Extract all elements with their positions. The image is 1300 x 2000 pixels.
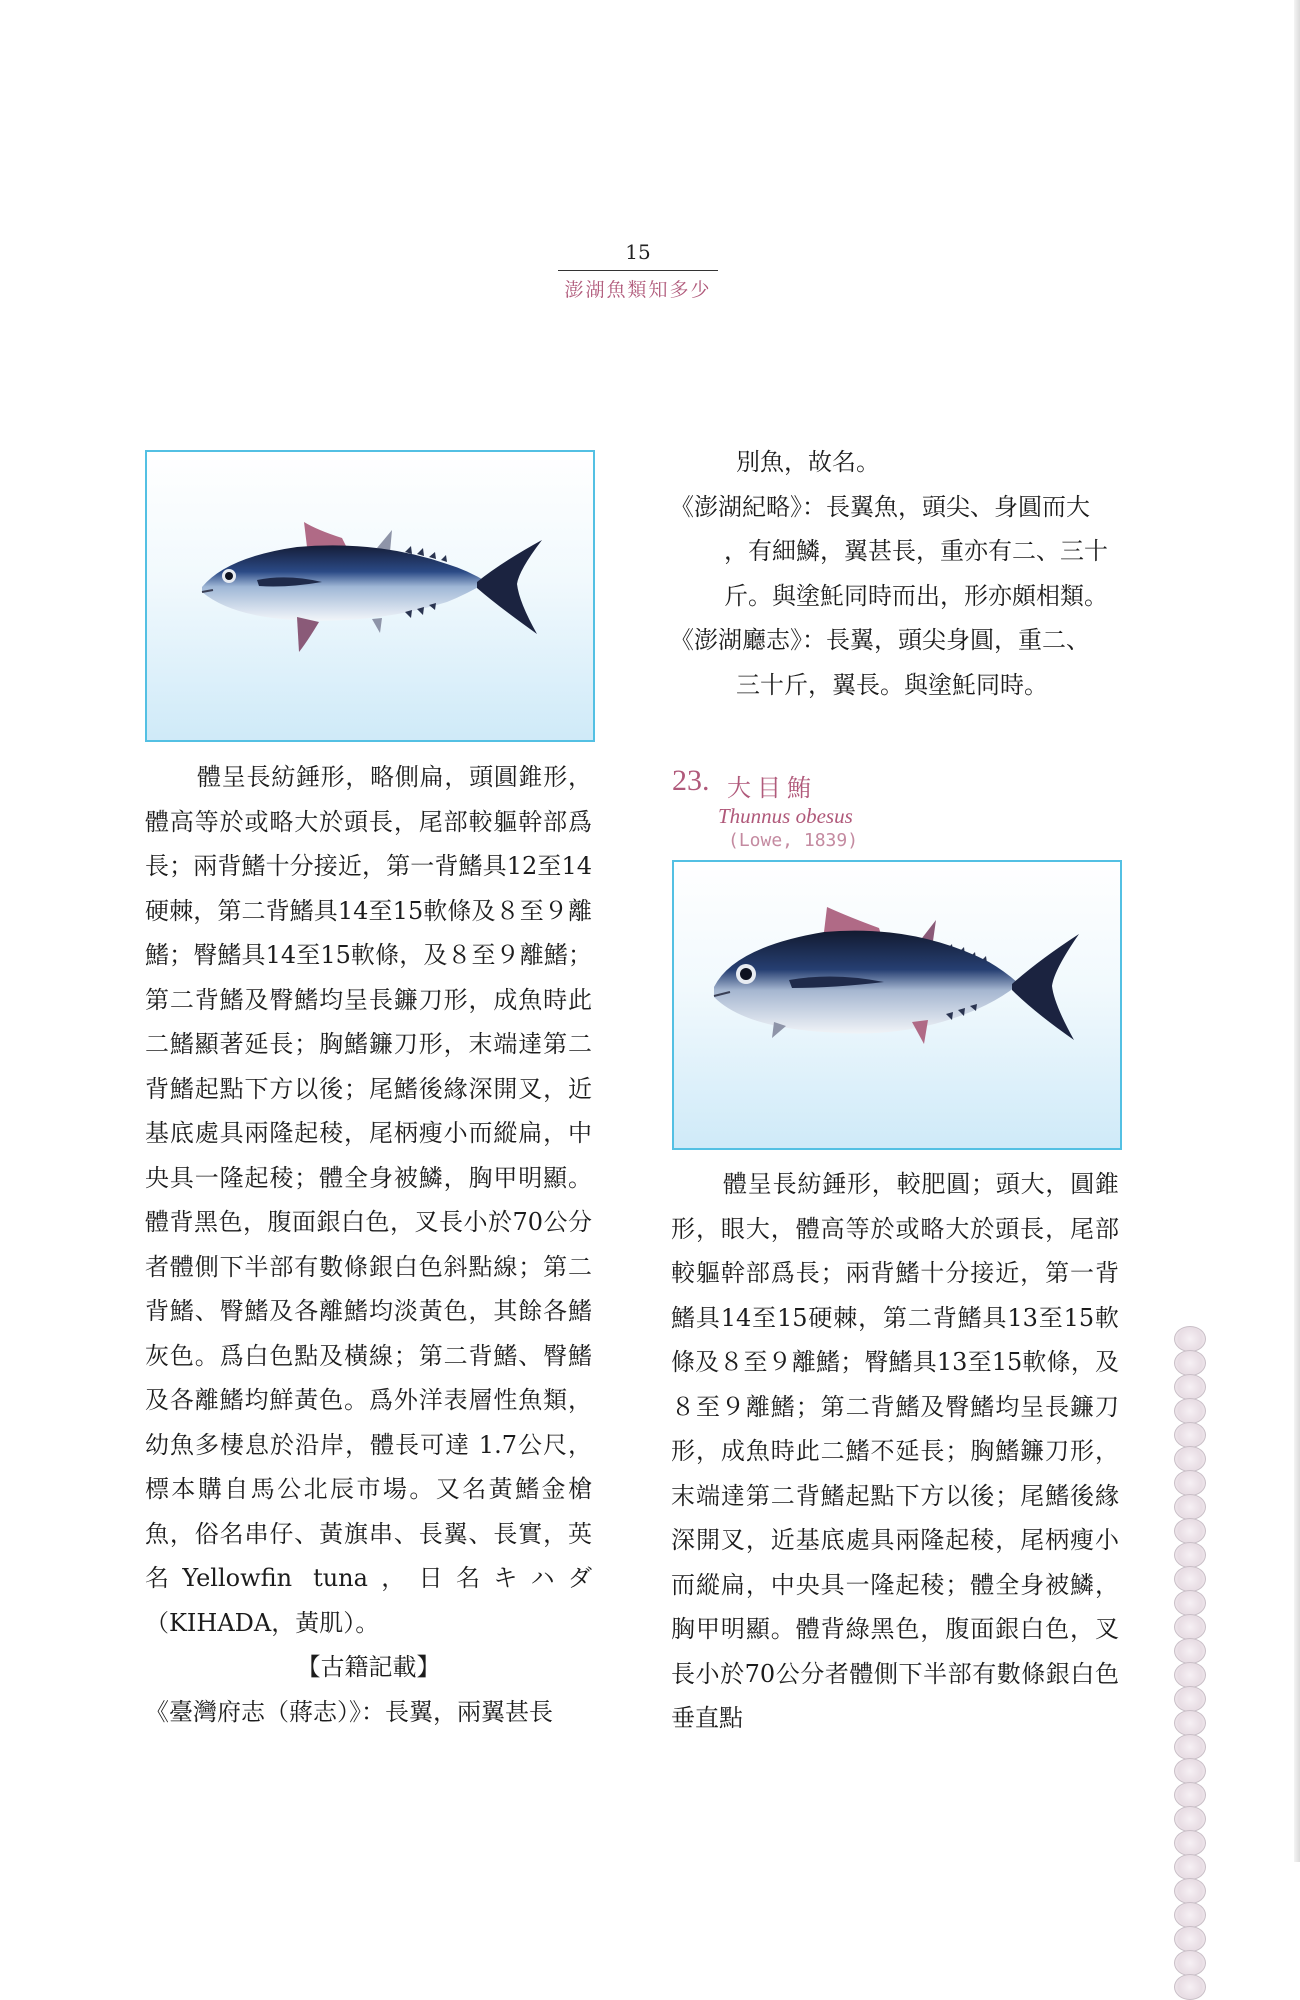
- yellowfin-paragraph: 體呈長紡錘形，略側扁，頭圓錐形，體高等於或略大於頭長，尾部較軀幹部爲長；兩背鰭十分接近，第一背鰭具12至14硬棘，第二背鰭具14至15軟條及８至９離鰭；臀鰭具14至15軟條，及８至９離鰭；第二背鰭及臀鰭均呈長鐮刀形，成魚時此二鰭顯著延長；胸鰭鐮刀形，末端達第二背鰭起點下方以後；尾鰭後緣深開叉，近基底處具兩隆起稜，尾柄瘦小而縱扁，中央具一隆起稜；體全身被鱗，胸甲明顯。體背黑色，腹面銀白色，叉長小於70公分者體側下半部有數條銀白色斜點線；第二背鰭、臀鰭及各離鰭均淡黃色，其餘各鰭灰色。爲白色點及橫線；第二背鰭、臀鰭及各離鰭均鮮黃色。爲外洋表層性魚類，幼魚多棲息於沿岸，體長可達 1.7公尺，標本購自馬公北辰市場。又名黃鰭金槍魚，俗名串仔、黃旗串、長翼、長實，英名Yellowfin tuna，日名キハダ（KIHADA，黃肌）。: [145, 763, 592, 1637]
- classics-line: 斤。與塗魠同時而出，形亦頗相類。: [724, 581, 1108, 610]
- classics-line: 三十斤，翼長。與塗魠同時。: [736, 670, 1048, 699]
- page-header: [558, 240, 718, 302]
- classics-line: 別魚，故名。: [736, 448, 880, 476]
- page-number: 15: [625, 240, 651, 264]
- decorative-scallop-border: [1171, 1326, 1209, 1998]
- first-dorsal-fin: [304, 522, 347, 548]
- species-chinese-name: 大目鮪: [727, 774, 817, 802]
- classics-heading: 【古籍記載】: [296, 1653, 441, 1681]
- classics-continued: [670, 440, 1130, 707]
- classics-line-taiwan: 《臺灣府志（蔣志）》：長翼，兩翼甚長: [145, 1697, 553, 1726]
- classics-line: 《澎湖紀略》：長翼魚，頭尖、身圓而大: [670, 492, 1090, 521]
- classics-line: ，有細鱗，翼甚長，重亦有二、三十: [724, 537, 1108, 565]
- tail-fin: [1012, 934, 1079, 1040]
- bigeye-tuna-photo: [672, 860, 1122, 1150]
- bigeye-tuna-illustration: [674, 862, 1120, 1148]
- yellowfin-tuna-illustration: [147, 452, 593, 740]
- yellowfin-description: [145, 755, 592, 1734]
- header-rule: [558, 270, 718, 271]
- species-scientific-name: Thunnus obesus: [718, 804, 853, 828]
- anal-fin: [912, 1020, 928, 1044]
- book-title: 澎湖魚類知多少: [564, 279, 712, 301]
- yellowfin-tuna-photo: [145, 450, 595, 742]
- bigeye-description: [671, 1162, 1119, 1741]
- bigeye-paragraph: 體呈長紡錘形，較肥圓；頭大，圓錐形，眼大，體高等於或略大於頭長，尾部較軀幹部爲長；兩背鰭十分接近，第一背鰭具14至15硬棘，第二背鰭具13至15軟條及８至９離鰭；臀鰭具13至15軟條，及８至９離鰭；第二背鰭及臀鰭均呈長鐮刀形，成魚時此二鰭不延長；胸鰭鐮刀形，末端達第二背鰭起點下方以後；尾鰭後緣深開叉，近基底處具兩隆起稜，尾柄瘦小而縱扁，中央具一隆起稜；體全身被鱗，胸甲明顯。體背綠黑色，腹面銀白色，叉長小於70公分者體側下半部有數條銀白色垂直點: [671, 1170, 1119, 1732]
- classics-line: 《澎湖廳志》：長翼，頭尖身圓，重二、: [670, 626, 1090, 654]
- anal-fin: [297, 617, 319, 652]
- species-author: (Lowe, 1839): [728, 830, 859, 851]
- fish-body: [202, 545, 487, 620]
- page-edge-shadow: [1294, 0, 1300, 1862]
- species-number: 23.: [672, 764, 710, 797]
- tail-fin: [477, 540, 542, 634]
